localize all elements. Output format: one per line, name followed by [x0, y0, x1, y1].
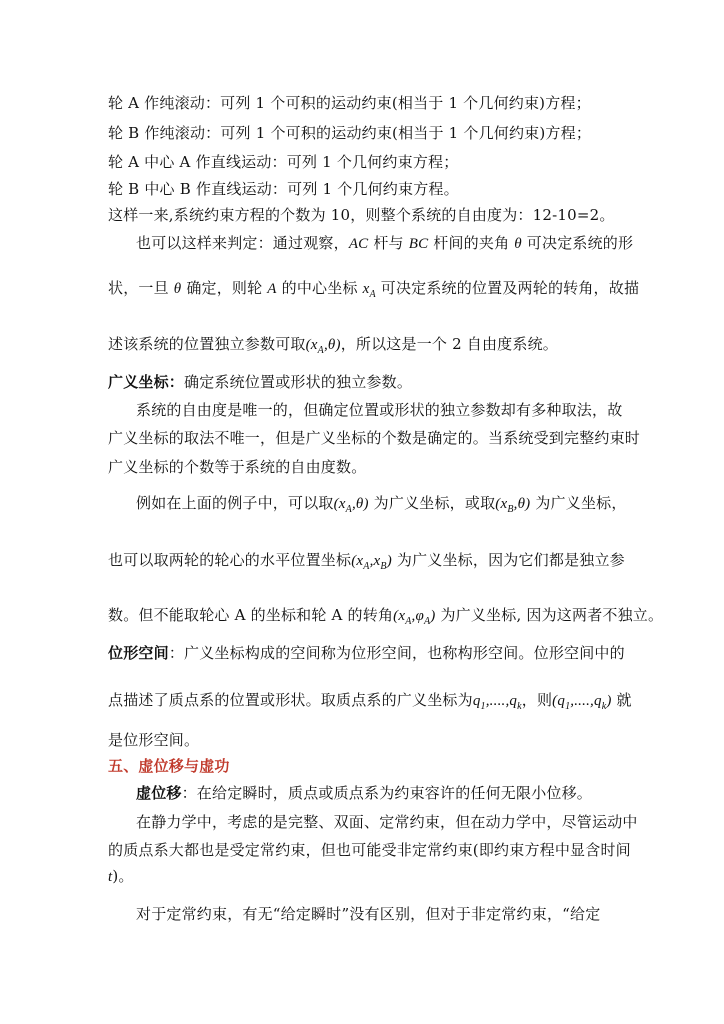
text-line — [108, 372, 618, 392]
text-span: 数。但不能取轮心 A 的坐标和轮 A 的转角 — [108, 606, 394, 624]
text-span: ，则 — [521, 691, 553, 709]
text-line: 对于定常约束，有无“给定瞬时”没有区别，但对于非定常约束，“给定 — [136, 905, 601, 923]
math-expression: (q — [552, 693, 566, 709]
text-line — [108, 233, 646, 253]
math-expression: q — [472, 693, 481, 709]
math-subscript: A — [317, 345, 324, 356]
math-expression: ) — [386, 553, 392, 569]
text-span: 为广义坐标， — [530, 494, 627, 512]
text-span: 状，一旦 — [108, 279, 174, 297]
text-span: 可决定系统的形 — [521, 234, 634, 252]
text-span: 为广义坐标，或取 — [368, 494, 496, 512]
text-line: 是位形空间。 — [108, 731, 200, 749]
math-expression: ,θ) — [323, 337, 341, 353]
math-expression: ,....,q — [485, 693, 518, 709]
text-span: 可决定系统的位置及两轮的转角，故描 — [375, 279, 640, 297]
text-span: 点描述了质点系的位置或形状。取质点系的广义坐标为 — [108, 691, 473, 709]
text-span: 就 — [611, 691, 632, 709]
text-span: 述该系统的位置独立参数可取 — [108, 335, 306, 353]
math-expression: (x — [495, 496, 508, 512]
math-expression: ,φ — [411, 608, 424, 624]
math-expression: ,θ) — [513, 496, 531, 512]
math-expression: ,x — [369, 553, 381, 569]
text-line: 广义坐标的取法不唯一，但是广义坐标的个数是确定的。当系统受到完整约束时 — [108, 429, 641, 447]
text-line: 系统的自由度是唯一的，但确定位置或形状的独立参数却有多种取法，故 — [136, 401, 623, 419]
definition-text: ：广义坐标构成的空间称为位形空间，也称构形空间。位形空间中的 — [168, 644, 625, 662]
text-line — [108, 643, 625, 663]
math-subscript: k — [517, 701, 522, 712]
text-span: 的中心坐标 — [276, 279, 363, 297]
text-line — [108, 334, 618, 354]
text-line — [108, 690, 632, 712]
term-virtual-displacement: 虚位移 — [136, 784, 182, 802]
section-heading: 五、虚位移与虚功 — [108, 757, 230, 775]
text-span: 也可以取两轮的轮心的水平位置坐标 — [108, 551, 352, 569]
text-line: 轮 A 中心 A 作直线运动：可列 1 个几何约束方程； — [108, 153, 459, 171]
math-symbol: θ — [173, 281, 182, 297]
math-subscript: A — [363, 561, 370, 572]
text-span: 也可以这样来判定：通过观察， — [136, 234, 349, 252]
text-line — [108, 605, 664, 627]
math-subscript: 1 — [480, 701, 486, 712]
math-subscript: A — [405, 616, 412, 627]
text-span: ，所以这是一个 2 自由度系统。 — [340, 335, 558, 353]
math-expression: ,θ) — [351, 496, 369, 512]
math-expression: ) — [430, 608, 436, 624]
text-span: )。 — [112, 867, 134, 885]
text-line: 的质点系大都也是受定常约束，但也可能受非定常约束(即约束方程中显含时间 — [108, 841, 631, 859]
text-line: 这样一来,系统约束方程的个数为 10，则整个系统的自由度为：12-10=2。 — [108, 206, 615, 224]
text-line — [108, 278, 640, 300]
math-expression: ) — [606, 693, 612, 709]
text-span: 为广义坐标，因为它们都是独立参 — [391, 551, 625, 569]
math-subscript: A — [423, 616, 431, 627]
text-line: 轮 B 作纯滚动：可列 1 个可积的运动约束(相当于 1 个几何约束)方程； — [108, 124, 592, 142]
term-configuration-space: 位形空间 — [108, 644, 169, 662]
text-span: 例如在上面的例子中，可以取 — [136, 494, 334, 512]
text-span: 杆间的夹角 — [428, 234, 515, 252]
math-symbol: AC — [348, 236, 369, 252]
math-symbol: A — [267, 281, 277, 297]
definition-text: ：在给定瞬时，质点或质点系为约束容许的任何无限小位移。 — [181, 784, 593, 802]
text-span: 为广义坐标, 因为这两者不独立。 — [435, 606, 664, 624]
math-symbol: x — [362, 281, 370, 297]
text-line: 轮 B 中心 B 作直线运动：可列 1 个几何约束方程。 — [108, 180, 459, 198]
math-subscript: B — [507, 504, 514, 515]
text-span: 确定，则轮 — [181, 279, 268, 297]
math-subscript: A — [369, 289, 376, 300]
math-subscript: 1 — [565, 701, 571, 712]
text-line — [108, 493, 646, 513]
math-subscript: k — [601, 701, 607, 712]
math-expression: (x — [351, 553, 364, 569]
math-symbol: θ — [514, 236, 522, 252]
term-generalized-coordinates: 广义坐标： — [108, 373, 185, 391]
text-line: 在静力学中，考虑的是完整、双面、定常约束，但在动力学中，尽管运动中 — [136, 813, 638, 831]
math-expression: ,....,q — [570, 693, 602, 709]
math-expression: (x — [333, 496, 346, 512]
text-line: 轮 A 作纯滚动：可列 1 个可积的运动约束(相当于 1 个几何约束)方程； — [108, 94, 591, 112]
math-symbol: BC — [408, 236, 429, 252]
math-subscript: A — [345, 504, 352, 515]
text-line: 广义坐标的个数等于系统的自由度数。 — [108, 458, 367, 476]
text-line — [108, 866, 618, 886]
math-expression: (x — [305, 337, 318, 353]
math-subscript: B — [380, 561, 387, 572]
text-span: 杆与 — [368, 234, 409, 252]
text-line — [108, 783, 646, 803]
math-expression: (x — [393, 608, 406, 624]
text-line — [108, 550, 625, 572]
math-symbol: t — [108, 869, 113, 885]
definition-text: 确定系统位置或形状的独立参数。 — [184, 373, 413, 391]
